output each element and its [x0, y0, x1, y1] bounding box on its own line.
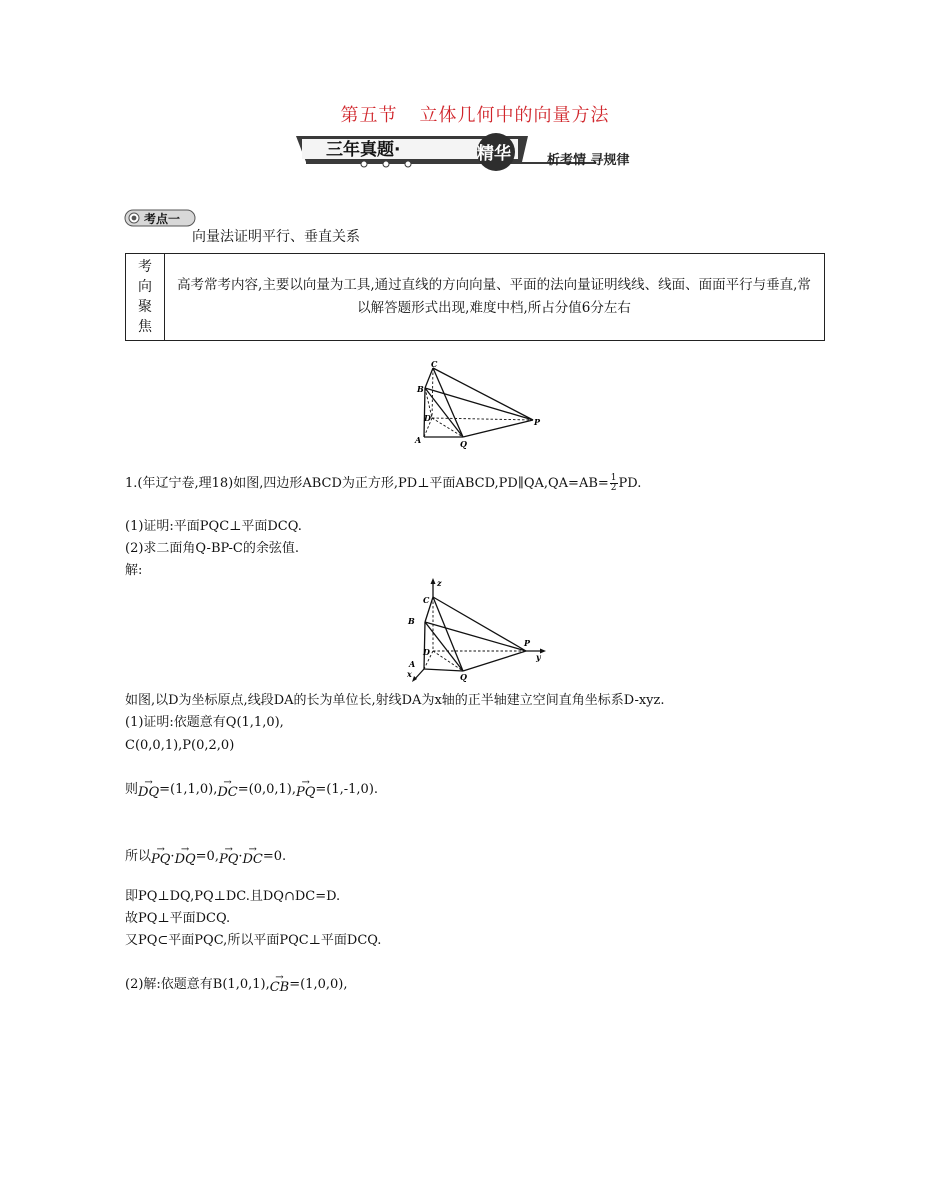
dot-product-line: 所以→ PQ·→ DQ=0,→ PQ·→ DC=0. — [125, 845, 286, 869]
point-label: B — [408, 616, 415, 626]
point-label: Q — [460, 672, 467, 682]
focus-table-body: 高考常考内容,主要以向量为工具,通过直线的方向向量、平面的法向量证明线线、线面、面面平行与垂直,常以解答题形式出现,难度中档,所占分值6分左右 — [177, 277, 811, 316]
axis-label: y — [536, 652, 541, 662]
proof-1-line-a: (1)证明:依题意有Q(1,1,0), — [125, 715, 284, 730]
geometry-figure-1 — [408, 360, 548, 452]
question-2: (2)求二面角Q-BP-C的余弦值. — [125, 541, 300, 556]
point-label: C — [423, 595, 430, 605]
point-label: A — [409, 659, 416, 669]
axis-label: x — [407, 669, 412, 679]
vector-dc: → DC — [217, 778, 237, 802]
section-title — [0, 101, 950, 127]
vector-line: 则→ DQ=(1,1,0),→ DC=(0,0,1),→ PQ=(1,-1,0). — [125, 778, 378, 802]
proof-1-line-b: C(0,0,1),P(0,2,0) — [125, 738, 235, 753]
focus-table-head — [126, 254, 165, 340]
section-banner — [296, 132, 656, 172]
section-name: 立体几何中的向量方法 — [419, 105, 610, 126]
vector-dq: → DQ — [138, 778, 159, 802]
point-label: B — [417, 384, 424, 394]
point-label: A — [415, 435, 422, 445]
head-char: 考 — [138, 259, 152, 275]
point-label: Q — [460, 439, 467, 449]
section-number: 第五节 — [340, 105, 398, 126]
vector-dc: → DC — [243, 845, 263, 869]
vector-pq: → PQ — [296, 778, 315, 802]
head-char: 向 — [138, 279, 152, 295]
proof-line-2: 故PQ⊥平面DCQ. — [125, 911, 231, 926]
vector-dq: → DQ — [175, 845, 196, 869]
coordinate-setup: 如图,以D为坐标原点,线段DA的长为单位长,射线DA为x轴的正半轴建立空间直角坐标系D-xyz. — [125, 693, 665, 708]
banner-badge-text: 精华 — [477, 144, 511, 164]
solution-label: 解: — [125, 563, 143, 578]
vector-pq: → PQ — [151, 845, 170, 869]
question-1: (1)证明:平面PQC⊥平面DCQ. — [125, 519, 302, 534]
head-char: 聚 — [138, 299, 152, 315]
problem-lead: 1.(年辽宁卷,理18)如图,四边形ABCD为正方形,PD⊥平面ABCD,PD∥QA,QA=AB= — [125, 476, 609, 491]
vector-cb: → CB — [270, 973, 290, 997]
problem-tail: PD. — [618, 476, 642, 491]
focus-table — [125, 253, 825, 341]
point-label: D — [423, 647, 430, 657]
kaodian-badge — [124, 209, 196, 227]
banner-right-text: 析考情 寻规律 — [547, 153, 630, 168]
point-label: P — [524, 638, 531, 648]
axis-label: z — [437, 578, 442, 588]
part-2-line: (2)解:依题意有B(1,0,1),→ CB=(1,0,0), — [125, 973, 347, 997]
kaodian-title: 向量法证明平行、垂直关系 — [192, 229, 360, 245]
head-char: 焦 — [138, 319, 152, 335]
proof-line-3: 又PQ⊂平面PQC,所以平面PQC⊥平面DCQ. — [125, 933, 382, 948]
kaodian-badge-text: 考点一 — [144, 212, 181, 226]
proof-line-1: 即PQ⊥DQ,PQ⊥DC.且DQ∩DC=D. — [125, 889, 341, 904]
vector-pq: → PQ — [219, 845, 238, 869]
fraction-half: $\frac{1}{2}$ — [610, 473, 617, 493]
geometry-figure-2 — [395, 577, 555, 685]
banner-left-text: 三年真题· — [326, 140, 401, 160]
point-label: D — [424, 413, 431, 423]
problem-statement — [125, 474, 641, 493]
point-label: C — [431, 360, 438, 369]
point-label: P — [534, 417, 541, 427]
